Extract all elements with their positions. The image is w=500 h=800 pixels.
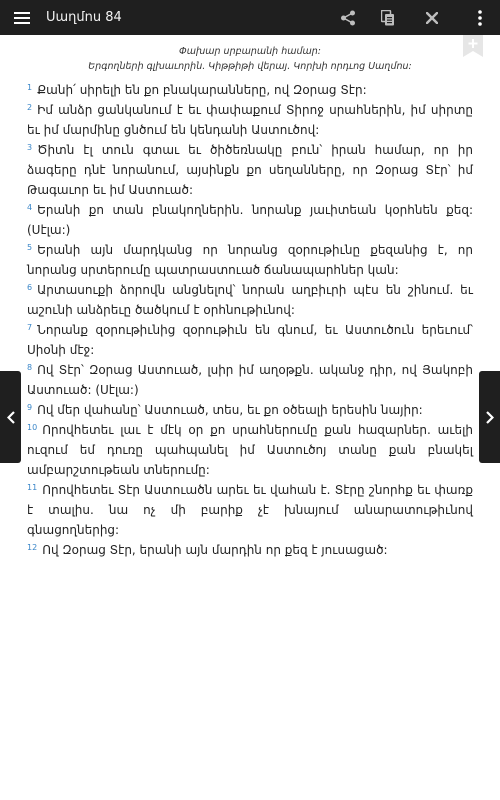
verse[interactable] [27,140,473,200]
share-icon[interactable] [338,8,358,28]
close-icon[interactable] [422,8,442,28]
verse-text: Ով մեր վահանը՝ Աստուած, տես, եւ քո օծեալի երեսին նայիր: [37,403,423,417]
verse[interactable] [27,400,473,420]
verse-text: Որովհետեւ Տէր Աստուածն արեւ եւ վահան է. Տէրը շնորհք եւ փառք է տալիս. նա ոչ մի բարիք չէ խնայում անարատութիւնով գնացողներից: [27,483,473,537]
more-vertical-icon[interactable] [470,8,490,28]
verse[interactable] [27,540,473,560]
verse[interactable] [27,100,473,140]
verse-list [27,80,473,560]
verse-number: 8 [27,363,33,372]
page-title: Սաղմոս 84 [46,10,122,25]
verse-number: 3 [27,143,33,152]
verse[interactable] [27,240,473,280]
verse-number: 7 [27,323,33,332]
verse[interactable] [27,80,473,100]
verse-text: Ծիտն էլ տուն գտաւ եւ ծիծեռնակը բուն՝ իրան համար, որ իր ձագերը դնէ նորանում, այսինքն քո սեղանները, որ Զօրաց Տէր՝ իմ Թագաւոր եւ իմ Աստուած: [27,143,473,197]
menu-icon[interactable] [12,8,32,28]
verse-text: Երանի քո տան բնակողներին. նորանք յաւիտեան կօրհնեն քեզ: (Սէլա:) [27,203,473,237]
verse-number: 9 [27,403,33,412]
verse-number: 5 [27,243,33,252]
verse[interactable] [27,480,473,540]
verse[interactable] [27,280,473,320]
verse-number: 10 [27,423,38,432]
verse-number: 4 [27,203,33,212]
copy-icon[interactable] [378,8,398,28]
next-chapter-button[interactable] [479,371,500,463]
previous-chapter-button[interactable] [0,371,21,463]
chevron-right-icon [486,411,494,424]
top-app-bar [0,0,500,35]
verse[interactable] [27,320,473,360]
verse-text: Նորանք զօրութիւնից զօրութիւն են գնում, եւ Աստուծուն երեւում՝ Սիօնի մէջ: [27,323,473,357]
verse[interactable] [27,420,473,480]
verse-text: Ով Տէր՝ Զօրաց Աստուած, լսիր իմ աղօթքն. ականջ դիր, ով Յակոբի Աստուած: (Սէլա:) [27,363,473,397]
verse-number: 11 [27,483,38,492]
verse-number: 12 [27,543,38,552]
verse-number: 1 [27,83,33,92]
verse-number: 6 [27,283,33,292]
verse[interactable] [27,200,473,240]
psalm-heading-line-2: Երգողների գլխաւորին. Կիթթիթի վերայ. Կորխի որդւոց Սաղմոս: [88,61,412,72]
verse-text: Երանի այն մարդկանց որ նորանց զօրութիւնը քեզանից է, որ նորանց սրտերումը պատրաստուած ճանապարհներ կան: [27,243,473,277]
verse[interactable] [27,360,473,400]
verse-text: Որովհետեւ լաւ է մէկ օր քո սրահներումը քան հազարներ. աւելի ուզում եմ դուռը պահպանել իմ Աստուծոյ տանը քան բնակել ամբարշտութեան տներումը: [27,423,473,477]
verse-text: Քանի՛ սիրելի են քո բնակարանները, ով Զօրաց Տէր: [37,83,367,97]
chevron-left-icon [7,411,15,424]
verse-text: Ով Զօրաց Տէր, երանի այն մարդին որ քեզ է յուսացած: [42,543,388,557]
verse-number: 2 [27,103,33,112]
psalm-heading [0,44,500,74]
psalm-heading-line-1: Փախար սրբարանի համար: [179,46,321,57]
verse-text: Իմ անձր ցանկանում է եւ փափաքում Տիրոջ սրահներին, իմ սիրտը եւ իմ մարմինը ցնծում են կենդանի Աստուծով: [27,103,473,137]
verse-text: Արտասուքի ձորովն անցնելով՝ նորան աղբիւրի պէս են շինում. եւ աշունի անձրեւը ծածկում է օրհնութիւնով: [27,283,473,317]
